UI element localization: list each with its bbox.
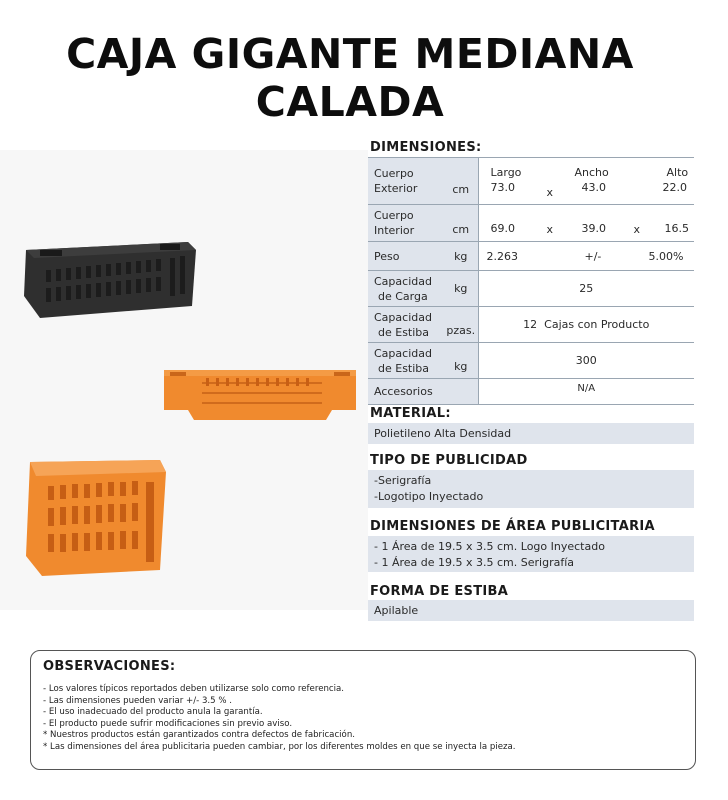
- observacion-item: - El producto puede sufrir modificaciones sin previo aviso.: [43, 718, 293, 729]
- value-estiba-kg: [478, 343, 694, 379]
- peso-tolerance: +/-: [584, 250, 602, 263]
- unit-estiba-kg-text: kg: [454, 360, 468, 373]
- ext-alto: 22.0: [662, 181, 687, 194]
- label-carga-1: Capacidad: [374, 274, 432, 288]
- value-carga: [478, 271, 694, 307]
- row-accesorios: [368, 379, 694, 405]
- ext-largo: 73.0: [490, 181, 515, 194]
- publicidad-heading: TIPO DE PUBLICIDAD: [370, 453, 528, 468]
- label-exterior-2: Exterior: [374, 182, 418, 195]
- unit-estiba-pzas-text: pzas.: [446, 324, 476, 337]
- label-peso: Peso: [368, 242, 444, 271]
- values-interior: [478, 205, 694, 242]
- ext-ancho: 43.0: [581, 181, 606, 194]
- ext-sep: x: [546, 186, 554, 199]
- label-carga: [368, 271, 444, 307]
- estiba-pzas-value: 12 Cajas con Producto: [523, 318, 650, 331]
- int-ancho: 39.0: [581, 222, 606, 235]
- estiba-kg-value: 300: [575, 354, 597, 367]
- publicidad-item-2: -Logotipo Inyectado: [374, 490, 484, 503]
- orange-crate-angled-image: [20, 452, 170, 580]
- material-heading: MATERIAL:: [370, 406, 451, 421]
- int-largo: 69.0: [490, 222, 515, 235]
- unit-estiba-pzas: [444, 307, 478, 343]
- area-item-2: - 1 Área de 19.5 x 3.5 cm. Serigrafía: [374, 556, 575, 569]
- black-crate-image: [20, 236, 200, 322]
- label-accesorios: Accesorios: [368, 379, 478, 405]
- area-heading: DIMENSIONES DE ÁREA PUBLICITARIA: [370, 519, 655, 534]
- label-estiba-pzas-2: de Estiba: [378, 325, 430, 339]
- unit-carga: kg: [444, 271, 478, 307]
- observacion-item: * Nuestros productos están garantizados contra defectos de fabricación.: [43, 730, 355, 740]
- peso-percent: 5.00%: [648, 250, 684, 263]
- row-estiba-pzas: [368, 307, 694, 343]
- unit-interior: [444, 205, 478, 242]
- forma-estiba-heading: FORMA DE ESTIBA: [370, 584, 509, 599]
- col-alto-head: Alto: [666, 166, 689, 179]
- dimensions-table: [368, 158, 694, 405]
- unit-exterior-text: cm: [452, 182, 470, 196]
- observaciones-heading: OBSERVACIONES:: [43, 659, 176, 674]
- row-peso: [368, 242, 694, 271]
- label-estiba-kg-1: Capacidad: [374, 346, 432, 360]
- label-estiba-pzas: [368, 307, 444, 343]
- unit-peso: kg: [444, 242, 478, 271]
- unit-interior-text: cm: [452, 222, 470, 236]
- material-value: Polietileno Alta Densidad: [374, 427, 512, 440]
- publicidad-band: [368, 470, 694, 508]
- observacion-item: * Las dimensiones del área publicitaria pueden cambiar, por los diferentes moldes en que se inyecta la pieza.: [43, 741, 516, 752]
- observaciones-list: [43, 684, 683, 753]
- value-estiba-pzas: [478, 307, 694, 343]
- int-sep-1: x: [546, 223, 554, 236]
- area-item-1: - 1 Área de 19.5 x 3.5 cm. Logo Inyectado: [374, 540, 605, 553]
- area-band: [368, 536, 694, 572]
- title-line-2: CALADA: [255, 78, 445, 126]
- observacion-item: - Los valores típicos reportados deben utilizarse solo como referencia.: [43, 684, 345, 694]
- label-interior: [368, 205, 444, 242]
- col-largo-head: Largo: [490, 166, 522, 179]
- row-estiba-kg: [368, 343, 694, 379]
- int-sep-2: x: [633, 223, 641, 236]
- label-exterior: [368, 158, 444, 205]
- observacion-item: - Las dimensiones pueden variar +/- 3.5 % .: [43, 695, 232, 706]
- observacion-item: - El uso inadecuado del producto anula la garantía.: [43, 707, 263, 717]
- value-accesorios: [478, 379, 694, 405]
- values-exterior: [478, 158, 694, 205]
- row-carga: [368, 271, 694, 307]
- forma-estiba-value: Apilable: [374, 604, 419, 617]
- label-carga-2: de Carga: [378, 289, 428, 303]
- material-band: [368, 423, 694, 444]
- label-estiba-pzas-1: Capacidad: [374, 310, 432, 324]
- values-peso: [478, 242, 694, 271]
- row-interior: [368, 205, 694, 242]
- row-exterior: [368, 158, 694, 205]
- label-estiba-kg-2: de Estiba: [378, 361, 430, 375]
- title-line-1: CAJA GIGANTE MEDIANA: [66, 30, 634, 78]
- unit-exterior: [444, 158, 478, 205]
- carga-value: 25: [579, 282, 594, 295]
- col-ancho-head: Ancho: [574, 166, 609, 179]
- label-interior-1: Cuerpo: [374, 209, 414, 222]
- accesorios-value: N/A: [577, 383, 596, 394]
- label-exterior-1: Cuerpo: [374, 167, 414, 180]
- peso-value: 2.263: [486, 250, 518, 263]
- page-title: [0, 30, 700, 126]
- orange-crate-side-image: [162, 366, 358, 424]
- int-alto: 16.5: [664, 222, 689, 235]
- forma-estiba-band: [368, 600, 694, 621]
- observaciones-box: [30, 650, 696, 770]
- publicidad-item-1: -Serigrafía: [374, 474, 432, 487]
- unit-estiba-kg: [444, 343, 478, 379]
- label-estiba-kg: [368, 343, 444, 379]
- label-interior-2: Interior: [374, 224, 415, 237]
- dimensiones-heading: DIMENSIONES:: [370, 140, 482, 155]
